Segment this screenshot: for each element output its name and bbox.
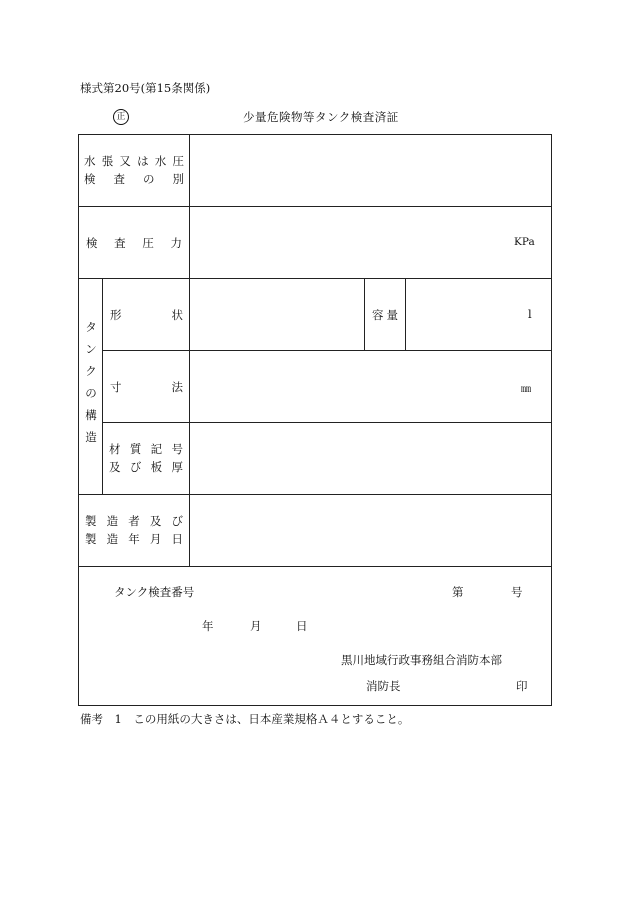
number-suffix: 号 xyxy=(511,585,523,599)
number-prefix: 第 xyxy=(452,585,464,599)
fire-chief-label: 消防長 xyxy=(366,679,401,693)
date-day: 日 xyxy=(296,619,308,633)
dimensions-unit: ㎜ xyxy=(521,384,531,395)
inspection-type-label: 水 張 又 は 水 圧 検 査 の 別 xyxy=(84,154,184,186)
organization-name: 黒川地域行政事務組合消防本部 xyxy=(341,653,502,667)
capacity-divider xyxy=(405,278,406,350)
date-year: 年 xyxy=(202,619,214,633)
material-label: 材 質 記 号 及 び 板 厚 xyxy=(109,442,183,474)
row-divider xyxy=(78,206,552,207)
capacity-divider xyxy=(364,278,365,350)
date-month: 月 xyxy=(250,619,262,633)
dimensions-label: 寸 法 xyxy=(110,380,183,394)
inspection-table xyxy=(78,134,552,706)
row-divider xyxy=(102,350,552,351)
remarks-note: 備考 1 この用紙の大きさは、日本産業規格Ａ４とすること。 xyxy=(80,712,410,726)
row-divider xyxy=(102,422,552,423)
certificate-title: 少量危険物等タンク検査済証 xyxy=(243,110,399,124)
form-number: 様式第20号(第15条関係) xyxy=(80,81,211,95)
row-divider xyxy=(78,566,552,567)
stamp-mark: 印 xyxy=(516,679,528,693)
pressure-unit: KPa xyxy=(514,236,535,248)
capacity-label: 容 量 xyxy=(372,308,398,322)
label-column-divider xyxy=(189,134,190,566)
tank-number-label: タンク検査番号 xyxy=(114,585,195,599)
group-column-divider xyxy=(102,278,103,494)
pressure-label: 検 査 圧 力 xyxy=(86,236,182,250)
manufacturer-label: 製 造 者 及 び 製 造 年 月 日 xyxy=(85,514,183,546)
row-divider xyxy=(78,278,552,279)
seal-icon: 正 xyxy=(113,109,129,125)
capacity-unit: l xyxy=(528,307,532,321)
shape-label: 形 状 xyxy=(110,308,183,322)
row-divider xyxy=(78,494,552,495)
tank-structure-label: タ ン ク の 構 造 xyxy=(85,320,97,444)
